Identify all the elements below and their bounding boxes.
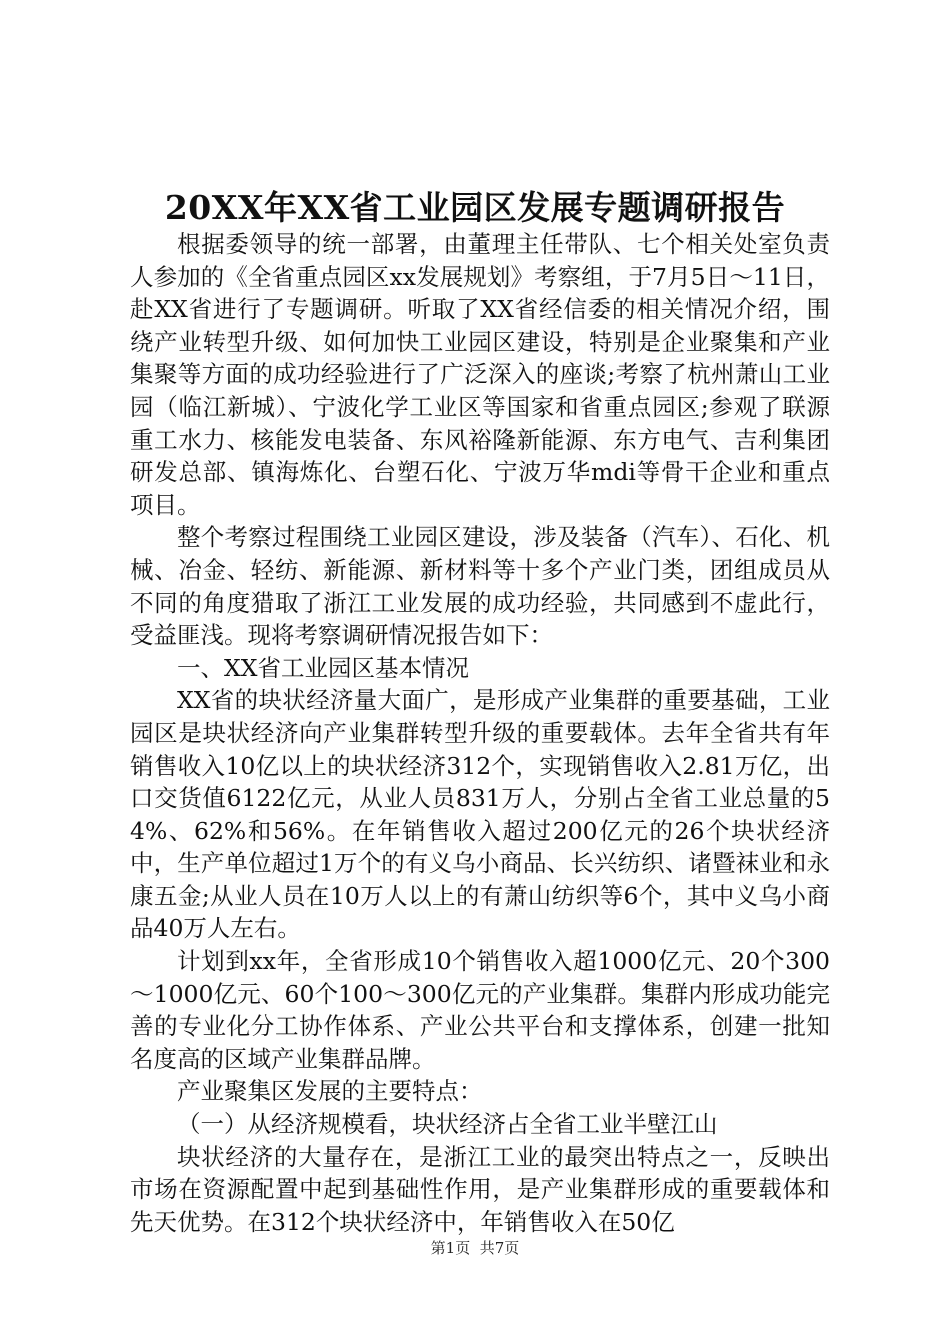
document-title: 20XX年XX省工业园区发展专题调研报告 <box>164 188 786 227</box>
paragraph-block-economy-detail: 块状经济的大量存在，是浙江工业的最突出特点之一，反映出市场在资源配置中起到基础性作用，是产业集群形成的重要载体和先天优势。在312个块状经济中，年销售收入在50亿 <box>130 1142 830 1236</box>
paragraph-overview: 整个考察过程围绕工业园区建设，涉及装备（汽车）、石化、机械、冶金、轻纺、新能源、新材料等十多个产业门类，团组成员从不同的角度猎取了浙江工业发展的成功经验，共同感到不虚此行，受益匪浅。现将考察调研情况报告如下： <box>130 523 830 650</box>
page-total: 共7页 <box>479 1239 520 1257</box>
paragraph-intro: 根据委领导的统一部署，由董理主任带队、七个相关处室负责人参加的《全省重点园区xx发展规划》考察组，于7月5日～11日，赴XX省进行了专题调研。听取了XX省经信委的相关情况介绍，围绕产业转型升级、如何加快工业园区建设，特别是企业聚集和产业集聚等方面的成功经验进行了广泛深入的座谈;考察了杭州萧山工业园（临江新城）、宁波化学工业区等国家和省重点园区;参观了联源重工水力、核能发电装备、东风裕隆新能源、东方电气、吉利集团研发总部、镇海炼化、台塑石化、宁波万华mdi等骨干企业和重点项目。 <box>130 230 830 519</box>
paragraph-plan: 计划到xx年，全省形成10个销售收入超1000亿元、20个300～1000亿元、60个100～300亿元的产业集群。集群内形成功能完善的专业化分工协作体系、产业公共平台和支撑体系，创建一批知名度高的区域产业集群品牌。 <box>130 947 830 1073</box>
subheading-main-features: 产业聚集区发展的主要特点： <box>177 1077 483 1106</box>
paragraph-block-economy: XX省的块状经济量大面广，是形成产业集群的重要基础，工业园区是块状经济向产业集群转型升级的重要载体。去年全省共有年销售收入10亿以上的块状经济312个，实现销售收入2.81万亿，出口交货值6122亿元，从业人员831万人，分别占全省工业总量的54%、62%和56%。在年销售收入超过200亿元的26个块状经济中，生产单位超过1万个的有义乌小商品、长兴纺织、诸暨袜业和永康五金;从业人员在10万人以上的有萧山纺织等6个，其中义乌小商品40万人左右。 <box>130 686 830 943</box>
page-footer <box>0 1238 950 1258</box>
page-number: 第1页 <box>430 1239 471 1257</box>
document-body <box>130 228 830 1238</box>
subheading-economic-scale: （一）从经济规模看，块状经济占全省工业半壁江山 <box>177 1110 718 1139</box>
section-heading-basic-situation: 一、XX省工业园区基本情况 <box>177 653 469 682</box>
